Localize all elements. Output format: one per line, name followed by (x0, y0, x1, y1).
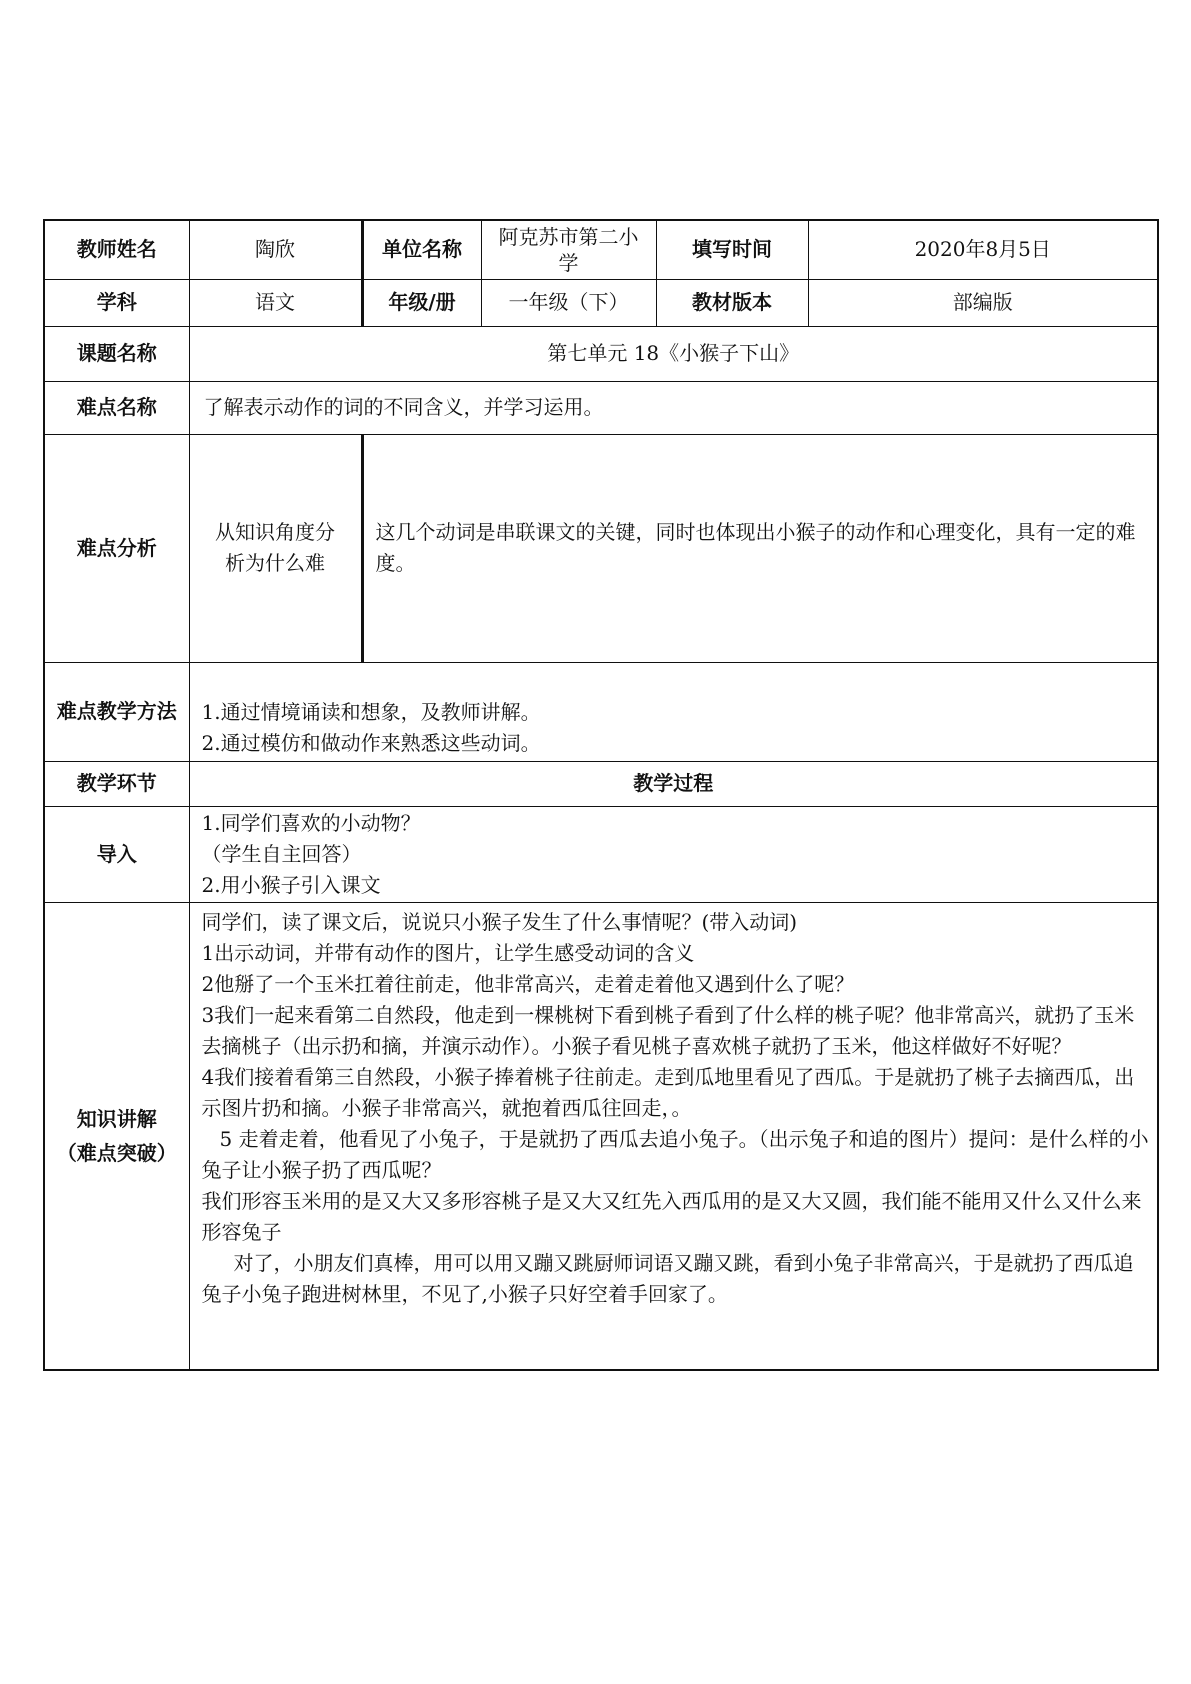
difficulty-row (44, 381, 1158, 434)
explain-content (189, 902, 1158, 1370)
topic-value: 第七单元 18《小猴子下山》 (189, 326, 1158, 381)
explain-paragraph: 1出示动词，并带有动作的图片，让学生感受动词的含义 (201, 940, 695, 965)
header-row-1 (44, 220, 1158, 279)
date-value: 2020年8月5日 (808, 220, 1158, 279)
intro-line: （学生自主回答） (201, 841, 362, 866)
unit-label: 单位名称 (362, 220, 481, 279)
lesson-plan-table (43, 219, 1159, 1371)
explain-row (44, 902, 1158, 1370)
method-label: 难点教学方法 (44, 662, 189, 761)
lesson-plan-sheet (43, 219, 1157, 1371)
topic-label: 课题名称 (44, 326, 189, 381)
intro-row (44, 806, 1158, 902)
topic-row (44, 326, 1158, 381)
edition-label: 教材版本 (656, 279, 808, 326)
explain-paragraph: 同学们，读了课文后，说说只小猴子发生了什么事情呢？(带入动词) (201, 909, 798, 934)
process-label: 教学过程 (189, 761, 1158, 806)
explain-label (44, 902, 189, 1370)
intro-content (189, 806, 1158, 902)
teacher-label: 教师姓名 (44, 220, 189, 279)
subject-label: 学科 (44, 279, 189, 326)
method-content (189, 662, 1158, 761)
intro-line: 2.用小猴子引入课文 (201, 872, 381, 897)
method-row (44, 662, 1158, 761)
analysis-row (44, 434, 1158, 662)
explain-paragraph: 5 走着走着，他看见了小兔子，于是就扔了西瓜去追小兔子。（出示兔子和追的图片）提问：是什么样的小兔子让小猴子扔了西瓜呢？ (201, 1126, 1149, 1182)
intro-label: 导入 (44, 806, 189, 902)
grade-label: 年级/册 (362, 279, 481, 326)
explain-paragraph: 3我们一起来看第二自然段，他走到一棵桃树下看到桃子看到了什么样的桃子呢？他非常高兴，就扔了玉米去摘桃子（出示扔和摘，并演示动作）。小猴子看见桃子喜欢桃子就扔了玉米，他这样做好不好呢？ (201, 1002, 1135, 1058)
explain-label-line: 知识讲解 (76, 1106, 157, 1131)
stage-label: 教学环节 (44, 761, 189, 806)
teacher-value: 陶欣 (189, 220, 362, 279)
edition-value: 部编版 (808, 279, 1158, 326)
intro-line: 1.同学们喜欢的小动物？ (201, 810, 421, 835)
explain-paragraph: 对了，小朋友们真棒，用可以用又蹦又跳厨师词语又蹦又跳，看到小兔子非常高兴，于是就扔了西瓜追兔子小兔子跑进树林里，不见了,小猴子只好空着手回家了。 (201, 1250, 1134, 1306)
analysis-label: 难点分析 (44, 434, 189, 662)
method-line: 2.通过模仿和做动作来熟悉这些动词。 (201, 730, 541, 755)
analysis-sub-label: 从知识角度分析为什么难 (189, 434, 362, 662)
subject-value: 语文 (189, 279, 362, 326)
difficulty-label: 难点名称 (44, 381, 189, 434)
analysis-value: 这几个动词是串联课文的关键，同时也体现出小猴子的动作和心理变化，具有一定的难度。 (362, 434, 1158, 662)
difficulty-value: 了解表示动作的词的不同含义，并学习运用。 (189, 381, 1158, 434)
grade-value: 一年级（下） (481, 279, 656, 326)
explain-label-line: （难点突破） (56, 1140, 177, 1165)
explain-paragraph: 4我们接着看第三自然段，小猴子捧着桃子往前走。走到瓜地里看见了西瓜。于是就扔了桃子去摘西瓜，出示图片扔和摘。小猴子非常高兴，就抱着西瓜往回走，。 (201, 1064, 1135, 1120)
method-line: 1.通过情境诵读和想象，及教师讲解。 (201, 699, 541, 724)
explain-paragraph: 2他掰了一个玉米扛着往前走，他非常高兴，走着走着他又遇到什么了呢？ (201, 971, 855, 996)
header-row-2 (44, 279, 1158, 326)
date-label: 填写时间 (656, 220, 808, 279)
process-header-row (44, 761, 1158, 806)
unit-value: 阿克苏市第二小学 (481, 220, 656, 279)
explain-paragraph: 我们形容玉米用的是又大又多形容桃子是又大又红先入西瓜用的是又大又圆，我们能不能用又什么又什么来形容兔子 (201, 1188, 1142, 1244)
